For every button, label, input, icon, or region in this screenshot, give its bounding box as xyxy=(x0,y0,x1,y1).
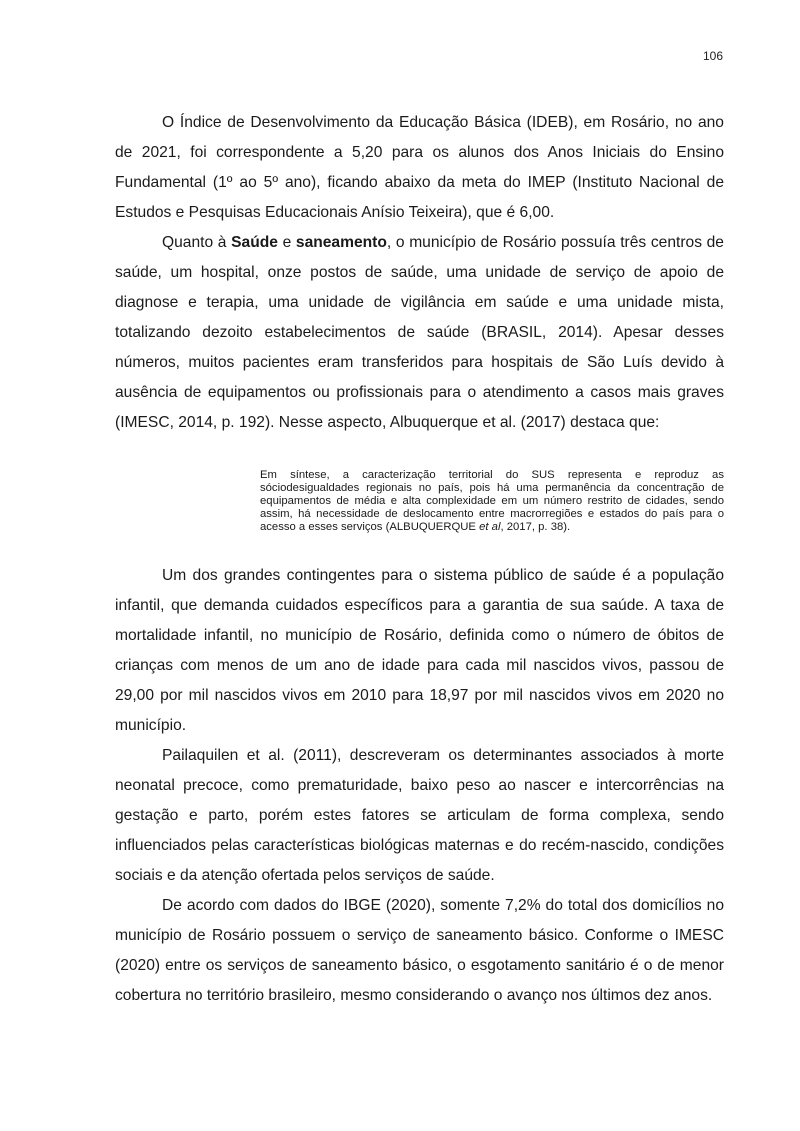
paragraph-pailaquilen: Pailaquilen et al. (2011), descreveram os determinantes associados à morte neonatal precoce, como prematuridade, baixo peso ao nascer e intercorrências na gestação e parto, porém estes fatores se articulam de forma complexa, sendo influenciados pelas características biológicas maternas e do recém-nascido, condições sociais e da atenção ofertada pelos serviços de saúde. xyxy=(115,747,724,884)
quote-citation-tail: , 2017, p. 38). xyxy=(500,521,571,533)
quote-text: Em síntese, a caracterização territorial do SUS representa e reproduz as sóciodesigualdades regionais no país, pois há uma permanência da concentração de equipamentos de média e alta complexidade em um número restrito de cidades, sendo assim, há necessidade de deslocamento entre macrorregiões e estados do país para o acesso a esses serviços (ALBUQUERQUE xyxy=(260,469,724,533)
page-body xyxy=(115,108,724,1011)
page-number: 106 xyxy=(702,49,723,63)
block-quote xyxy=(260,469,724,534)
paragraph-saude-saneamento xyxy=(115,228,724,438)
block-quote-text xyxy=(260,469,724,534)
bold-term-saude: Saúde xyxy=(231,234,278,251)
paragraph-saneamento-basico: De acordo com dados do IBGE (2020), somente 7,2% do total dos domicílios no município de Rosário possuem o serviço de saneamento básico. Conforme o IMESC (2020) entre os serviços de saneamento básico, o esgotamento sanitário é o de menor cobertura no território brasileiro, mesmo considerando o avanço nos últimos dez anos. xyxy=(115,897,724,1004)
paragraph-mortalidade-infantil: Um dos grandes contingentes para o sistema público de saúde é a população infantil, que demanda cuidados específicos para a garantia de sua saúde. A taxa de mortalidade infantil, no município de Rosário, definida como o número de óbitos de crianças com menos de um ano de idade para cada mil nascidos vivos, passou de 29,00 por mil nascidos vivos em 2010 para 18,97 por mil nascidos vivos em 2020 no município. xyxy=(115,567,724,734)
quote-italic: et al xyxy=(479,521,501,533)
paragraph-ideb: O Índice de Desenvolvimento da Educação Básica (IDEB), em Rosário, no ano de 2021, foi correspondente a 5,20 para os alunos dos Anos Iniciais do Ensino Fundamental (1º ao 5º ano), ficando abaixo da meta do IMEP (Instituto Nacional de Estudos e Pesquisas Educacionais Anísio Teixeira), que é 6,00. xyxy=(115,114,724,221)
paragraph-text: , o município de Rosário possuía três centros de saúde, um hospital, onze postos de saúde, uma unidade de serviço de apoio de diagnose e terapia, uma unidade de vigilância em saúde e uma unidade mista, totalizando dezoito estabelecimentos de saúde (BRASIL, 2014). Apesar desses números, muitos pacientes eram transferidos para hospitais de São Luís devido à ausência de equipamentos ou profissionais para o atendimento a casos mais graves (IMESC, 2014, p. 192). Nesse aspecto, Albuquerque et al. (2017) destaca que: xyxy=(115,234,724,431)
paragraph-text: e xyxy=(277,234,296,251)
bold-term-saneamento: saneamento xyxy=(295,234,387,251)
paragraph-text: Quanto à xyxy=(162,234,232,251)
